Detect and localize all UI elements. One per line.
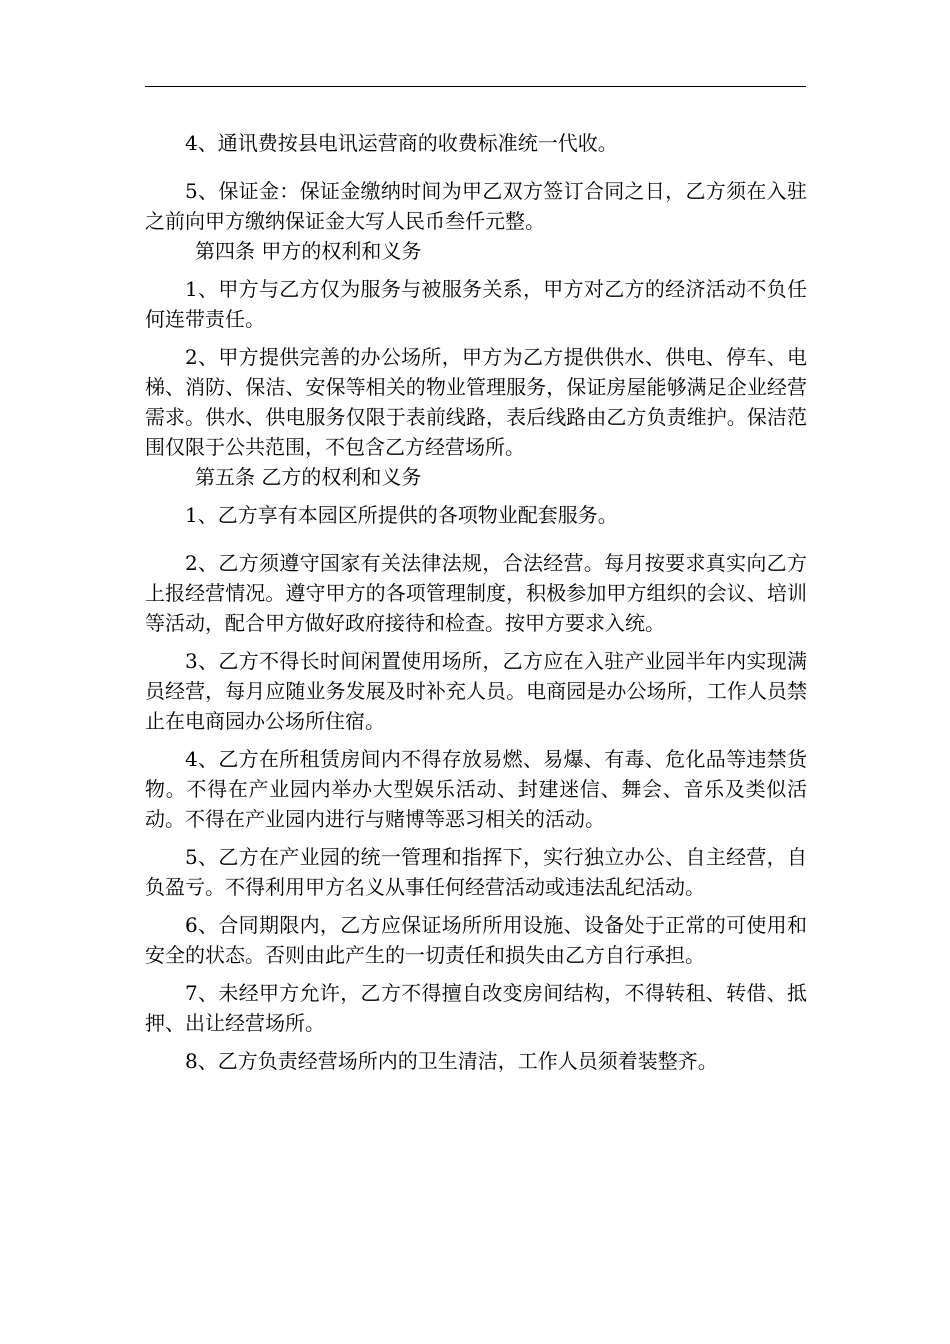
clause-paragraph: 5、保证金：保证金缴纳时间为甲乙双方签订合同之日，乙方须在入驻之前向甲方缴纳保证金大写人民币叁仟元整。 bbox=[145, 179, 807, 233]
clause-paragraph: 4、通讯费按县电讯运营商的收费标准统一代收。 bbox=[185, 131, 618, 155]
section-heading: 第五条 乙方的权利和义务 bbox=[195, 465, 422, 489]
clause-paragraph: 4、乙方在所租赁房间内不得存放易燃、易爆、有毒、危化品等违禁货物。不得在产业园内举办大型娱乐活动、封建迷信、舞会、音乐及类似活动。不得在产业园内进行与赌博等恶习相关的活动。 bbox=[145, 747, 807, 831]
header-rule bbox=[145, 86, 806, 87]
clause-paragraph: 1、甲方与乙方仅为服务与被服务关系，甲方对乙方的经济活动不负任何连带责任。 bbox=[145, 277, 807, 331]
clause-paragraph: 7、未经甲方允许，乙方不得擅自改变房间结构，不得转租、转借、抵押、出让经营场所。 bbox=[145, 981, 807, 1035]
clause-paragraph: 2、乙方须遵守国家有关法律法规，合法经营。每月按要求真实向乙方上报经营情况。遵守甲方的各项管理制度，积极参加甲方组织的会议、培训等活动，配合甲方做好政府接待和检查。按甲方要求入统。 bbox=[145, 551, 807, 635]
clause-paragraph: 6、合同期限内，乙方应保证场所所用设施、设备处于正常的可使用和安全的状态。否则由此产生的一切责任和损失由乙方自行承担。 bbox=[145, 913, 807, 967]
clause-paragraph: 8、乙方负责经营场所内的卫生清洁，工作人员须着装整齐。 bbox=[185, 1049, 718, 1073]
clause-paragraph: 3、乙方不得长时间闲置使用场所，乙方应在入驻产业园半年内实现满员经营，每月应随业务发展及时补充人员。电商园是办公场所，工作人员禁止在电商园办公场所住宿。 bbox=[145, 649, 807, 733]
document-body bbox=[145, 128, 807, 1076]
clause-paragraph: 1、乙方享有本园区所提供的各项物业配套服务。 bbox=[185, 503, 618, 527]
clause-paragraph: 2、甲方提供完善的办公场所，甲方为乙方提供供水、供电、停车、电梯、消防、保洁、安保等相关的物业管理服务，保证房屋能够满足企业经营需求。供水、供电服务仅限于表前线路，表后线路由乙方负责维护。保洁范围仅限于公共范围，不包含乙方经营场所。 bbox=[145, 345, 807, 459]
clause-paragraph: 5、乙方在产业园的统一管理和指挥下，实行独立办公、自主经营，自负盈亏。不得利用甲方名义从事任何经营活动或违法乱纪活动。 bbox=[145, 845, 807, 899]
section-heading: 第四条 甲方的权利和义务 bbox=[195, 239, 422, 263]
